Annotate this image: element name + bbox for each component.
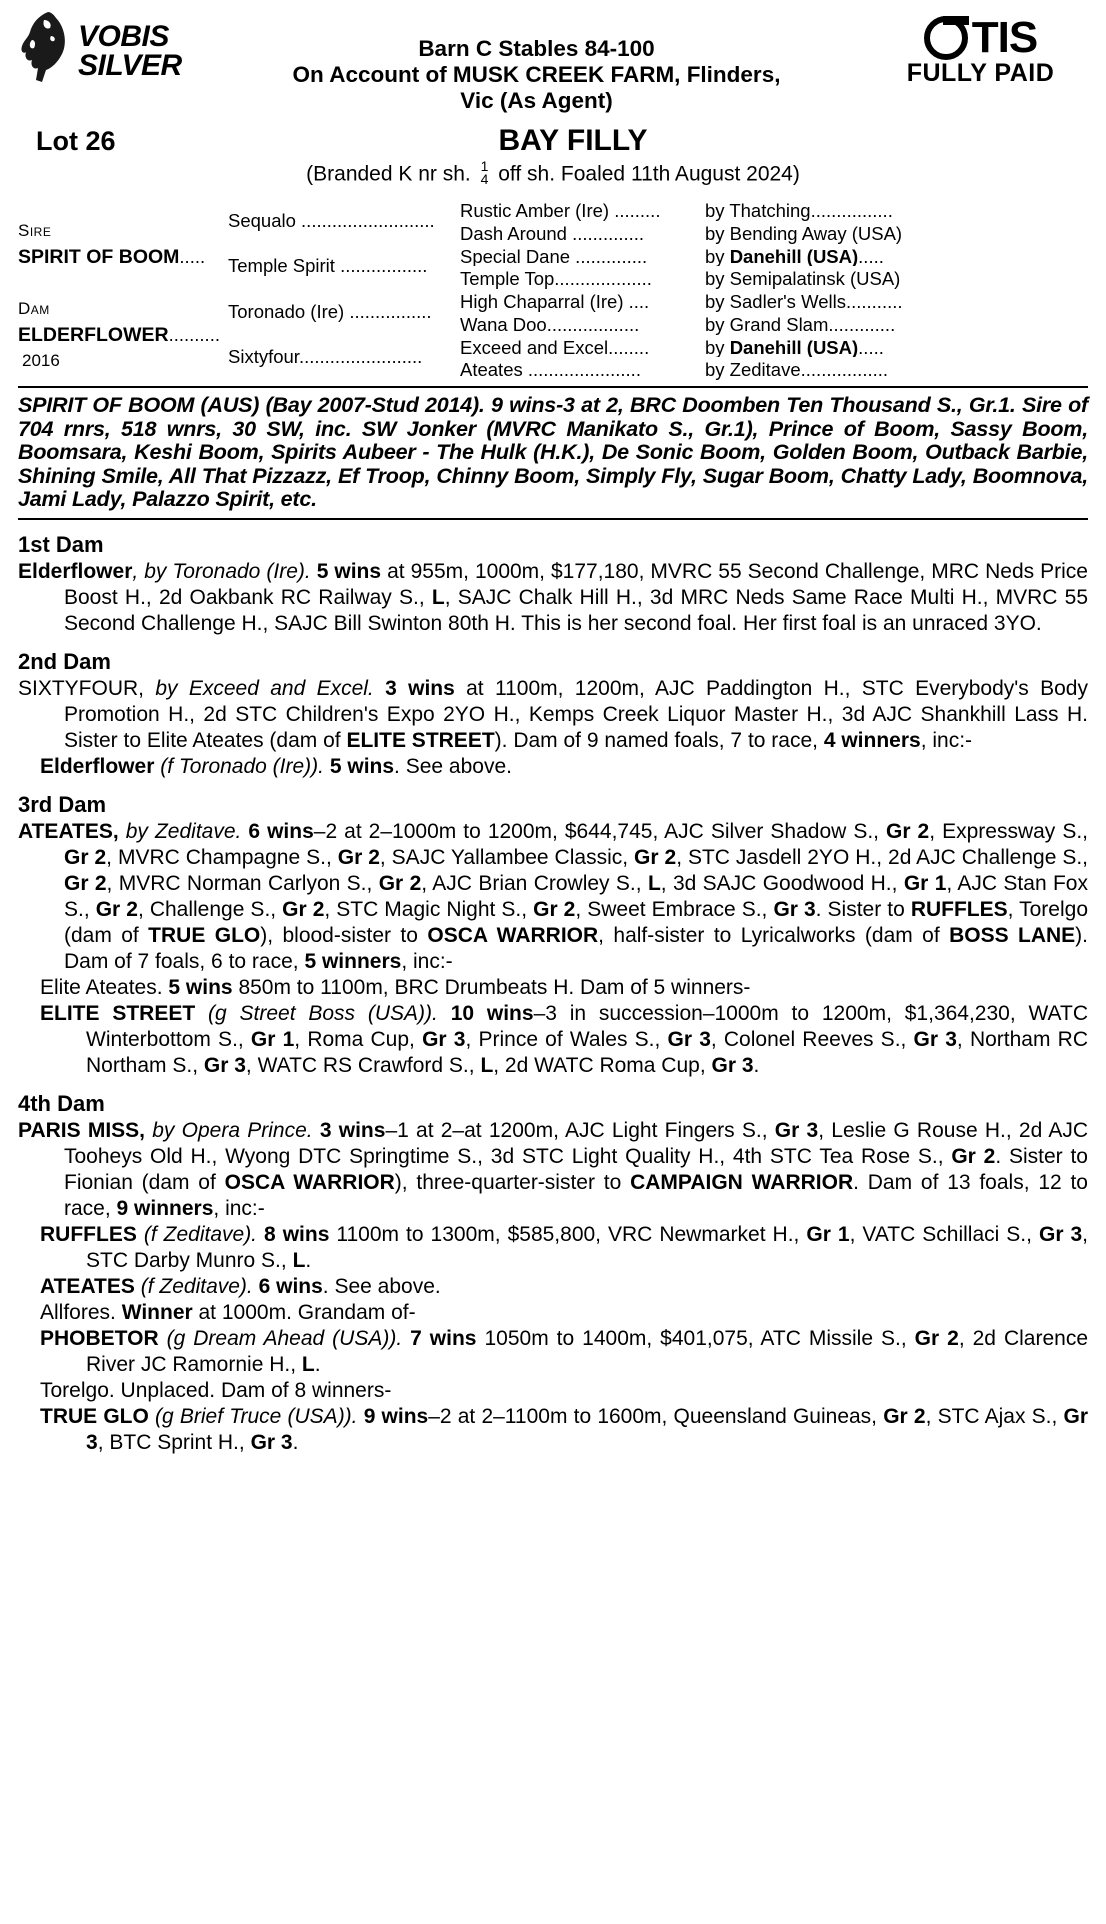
dam4-body: –1 at 2–at 1200m, AJC Light Fingers S., Gr 3, Leslie G Rouse H., 2d AJC Tooheys Old H., Wyong DTC Springtime S., 3d STC Light Quality H., 4th STC Tea Rose S., Gr 2. Sister to Fionian (dam of OSCA WARRIOR), three-quarter-sister to CAMPAIGN WARRIOR. Dam of 13 foals, 12 to race, 9 winners, inc:- [64, 1118, 1088, 1220]
heading-2nd-dam: 2nd Dam [18, 648, 111, 674]
ggp-row-8 [460, 357, 1088, 380]
lot-row [18, 124, 1088, 158]
ggp-5-right: by Sadler's Wells........... [705, 291, 903, 312]
pedigree-col-parents [18, 198, 228, 380]
ggp-3-left: Special Dane .............. [460, 245, 648, 267]
branded-suffix: off sh. Foaled 11th August 2024) [498, 162, 800, 186]
dam2-body2: ). Dam of 9 named foals, 7 to race, [494, 728, 824, 752]
dam4-paragraph [18, 1118, 1088, 1222]
dam4-sub5 [18, 1378, 1088, 1404]
dam-year: 2016 [22, 350, 60, 370]
account-line-2: Vic (As Agent) [460, 88, 613, 113]
otis-logo [873, 10, 1088, 87]
dam3-wins: 6 wins [248, 819, 314, 843]
dam-grandparents [228, 289, 460, 380]
dam4-sub4 [18, 1326, 1088, 1378]
heading-1st-dam: 1st Dam [18, 531, 104, 557]
ggp-1-right: by Thatching................ [705, 200, 893, 221]
otis-wordmark [873, 13, 1088, 62]
consignor-heading [200, 10, 873, 114]
dam1-paragraph [18, 559, 1088, 637]
dam-dots: .......... [168, 323, 220, 345]
dam2-name: SIXTYFOUR, [18, 676, 145, 700]
pedigree-table [18, 198, 1088, 380]
ggp-7-right: by [705, 336, 730, 358]
ggp-row-7 [460, 335, 1088, 358]
dam1-wins: 5 wins [316, 559, 382, 583]
sire-sire: Sequalo .......................... [228, 209, 435, 231]
dam3-sub1-name: Elite Ateates. [40, 975, 163, 999]
dam4-sub3-name: Allfores. [40, 1300, 116, 1324]
dam4-sub6-tail: –2 at 2–1100m to 1600m, Queensland Guineas, Gr 2, STC Ajax S., Gr 3, BTC Sprint H., Gr 3. [86, 1404, 1088, 1454]
ggp-7-tail: ..... [858, 336, 884, 358]
account-line: On Account of MUSK CREEK FARM, Flinders, [292, 62, 781, 87]
dam4-sub4-name: PHOBETOR [40, 1326, 159, 1350]
divider-bottom [18, 518, 1088, 520]
dam4-sub2 [18, 1274, 1088, 1300]
ggp-8-left: Ateates ...................... [460, 359, 641, 380]
branded-mid: nr sh. [418, 162, 471, 186]
ggp-3-tail: ..... [858, 245, 884, 267]
dam2-sub-wins: 5 wins [329, 754, 395, 778]
sire-dam: Temple Spirit ................. [228, 255, 428, 277]
dam4-sub1-wins: 8 wins [264, 1222, 330, 1246]
dam4-sub4-wins: 7 wins [410, 1326, 477, 1350]
dam4-sub1-name: RUFFLES [40, 1222, 137, 1246]
dam4-sub2-name: ATEATES [40, 1274, 135, 1298]
dam4-sub3-tail: at 1000m. Grandam of- [192, 1300, 416, 1324]
ggp-row-3 [460, 244, 1088, 267]
ggp-3-bold: Danehill (USA) [729, 245, 859, 267]
dam4-sub5-tail: Unplaced. Dam of 8 winners- [114, 1378, 392, 1402]
dam3-sub2-tail: –3 in succession–1000m to 1200m, $1,364,230, WATC Winterbottom S., Gr 1, Roma Cup, Gr 3, Prince of Wales S., Gr 3, Colonel Reeves S., Gr 3, Northam RC Northam S., Gr 3, WATC RS Crawford S., L, 2d WATC Roma Cup, Gr 3. [86, 1001, 1088, 1077]
branding-line [18, 158, 1088, 188]
dam-name: ELDERFLOWER [18, 323, 169, 346]
ggp-8-right: by Zeditave................. [705, 359, 889, 380]
dam2-sub-by: (f Toronado (Ire)). [154, 754, 330, 778]
sire-grandparents [228, 198, 460, 289]
dam1-body: at 955m, 1000m, $177,180, MVRC 55 Second Challenge, MRC Neds Price Boost H., 2d Oakbank RC Railway S., [64, 559, 1088, 609]
sire-name-row [18, 244, 228, 270]
vobis-silver-logo [18, 10, 200, 91]
dam4-sub3-winner: Winner [115, 1300, 193, 1324]
barn-line: Barn C Stables 84-100 [418, 36, 655, 61]
horse-head-icon [18, 10, 72, 91]
dam3-body: –2 at 2–1000m to 1200m, $644,745, AJC Silver Shadow S., [313, 819, 887, 843]
ggp-row-2 [460, 221, 1088, 244]
sire-name: SPIRIT OF BOOM [18, 245, 180, 268]
dam4-sub2-wins: 6 wins [258, 1274, 323, 1298]
ggp-row-1 [460, 198, 1088, 221]
vobis-line2: SILVER [78, 48, 182, 82]
dam4-sub5-name: Torelgo. [40, 1378, 115, 1402]
sire-label: Sire [18, 220, 52, 240]
otis-text: TIS [971, 13, 1038, 62]
dam4-by: by Opera Prince. [145, 1118, 320, 1142]
dam-dam: Sixtyfour........................ [228, 346, 423, 368]
dam2-body: at 1100m, 1200m, AJC Paddington H., STC Everybody's Body Promotion H., 2d STC Children's Expo 2YO H., Kemps Creek Liquor Master H., 3d AJC Shankhill Lass H. Sister to Elite Ateates (dam of [64, 676, 1088, 752]
branded-prefix: (Branded [306, 162, 393, 186]
dam3-sub2-by: (g Street Boss (USA)). [195, 1001, 451, 1025]
dam3-sub2-wins: 10 wins [450, 1001, 534, 1025]
dam4-sub4-by: (g Dream Ahead (USA)). [158, 1326, 411, 1350]
sire-block [18, 198, 228, 289]
dam2-sub-name: Elderflower [40, 754, 155, 778]
dam4-sub4-tail: 1050m to 1400m, $401,075, ATC Missile S., Gr 2, 2d Clarence River JC Ramornie H., L. [86, 1326, 1089, 1376]
dam4-sub1 [18, 1222, 1088, 1274]
pedigree-col-great-grandparents [460, 198, 1088, 380]
ggp-1-left: Rustic Amber (Ire) ......... [460, 200, 661, 221]
dam4-sub6-name: TRUE GLO [40, 1404, 149, 1428]
fraction-numerator: 1 [480, 158, 489, 174]
ggp-5-left: High Chaparral (Ire) .... [460, 291, 650, 312]
dam2-body3: , inc:- [920, 728, 973, 752]
dam3-sub1-tail: 850m to 1100m, BRC Drumbeats H. Dam of 5 winners- [232, 975, 751, 999]
ggp-3-right: by [705, 245, 730, 267]
dam1-by: , by Toronado (Ire). [132, 559, 317, 583]
ggp-2-right: by Bending Away (USA) [705, 222, 903, 244]
dam1-black-type: L [431, 585, 445, 609]
dam-name-row [18, 322, 228, 348]
dam1-body2: , SAJC Chalk Hill H., 3d MRC Neds Same Race Multi H., MVRC 55 Second Challenge H., SAJC Bill Swinton 80th H. This is her second foal. Her first foal is an unraced 3YO. [64, 585, 1089, 635]
divider-top [18, 386, 1088, 388]
heading-3rd-dam: 3rd Dam [18, 791, 107, 817]
dam4-sub1-by: (f Zeditave). [136, 1222, 265, 1246]
dam4-sub6-by: (g Brief Truce (USA)). [148, 1404, 364, 1428]
sire-dots: ..... [179, 245, 206, 267]
vobis-line1: VOBIS [78, 19, 169, 53]
dam4-sub1-tail: 1100m to 1300m, $585,800, VRC Newmarket H., Gr 1, VATC Schillaci S., Gr 3, STC Darby Munro S., L. [86, 1222, 1089, 1272]
dam-label: Dam [18, 298, 50, 318]
ggp-7-left: Exceed and Excel........ [460, 336, 650, 358]
colour-and-sex: BAY FILLY [498, 124, 648, 157]
dam3-sub1 [18, 975, 1088, 1001]
dam4-name: PARIS MISS, [18, 1118, 146, 1142]
dam2-sub-tail: . See above. [394, 754, 512, 778]
ggp-2-left: Dash Around .............. [460, 222, 645, 244]
dam4-sub2-by: (f Zeditave). [134, 1274, 259, 1298]
ggp-6-left: Wana Doo.................. [460, 313, 640, 335]
otis-fully-paid: FULLY PAID [906, 59, 1055, 87]
heading-4th-dam: 4th Dam [18, 1090, 105, 1116]
vobis-silver-wordmark [78, 19, 182, 82]
dam4-sub3 [18, 1300, 1088, 1326]
dam2-paragraph [18, 676, 1088, 754]
ggp-row-6 [460, 312, 1088, 335]
dam3-sub2 [18, 1001, 1088, 1079]
page-header [18, 10, 1088, 128]
lot-number: Lot 26 [36, 126, 116, 156]
dam3-sub2-name: ELITE STREET [40, 1001, 196, 1025]
dam2-wins: 3 wins [385, 676, 455, 700]
dam-sire: Toronado (Ire) ................ [228, 300, 432, 322]
dam2-winners: 4 winners [823, 728, 921, 752]
dam-block [18, 289, 228, 380]
sire-summary-paragraph: SPIRIT OF BOOM (AUS) (Bay 2007-Stud 2014). 9 wins-3 at 2, BRC Doomben Ten Thousand S., Gr.1. Sire of 704 rnrs, 518 wnrs, 30 SW, inc. SW Jonker (MVRC Manikato S., Gr.1), Prince of Boom, Sassy Boom, Boomsara, Keshi Boom, Spirits Aubeer - The Hulk (H.K.), De Sonic Boom, Golden Boom, Outback Barbie, Shining Smile, All That Pizzazz, Ef Troop, Chinny Boom, Simply Fly, Sugar Boom, Chatty Lady, Boomnova, Jami Lady, Palazzo Spirit, etc. [18, 393, 1088, 511]
pedigree-col-grandparents [228, 198, 460, 380]
dam4-sub6-wins: 9 wins [363, 1404, 429, 1428]
dam4-wins: 3 wins [319, 1118, 386, 1142]
dam4-sub2-tail: . See above. [322, 1274, 441, 1298]
brand-symbol: K [398, 162, 413, 186]
fraction-denominator: 4 [480, 171, 489, 187]
dam3-sub1-wins: 5 wins [162, 975, 233, 999]
ggp-4-right: by Semipalatinsk (USA) [705, 268, 901, 289]
dam2-elite: ELITE STREET [346, 728, 495, 752]
dam2-by: by Exceed and Excel. [144, 676, 386, 700]
ggp-7-bold: Danehill (USA) [729, 336, 859, 358]
dam4-sub6 [18, 1404, 1088, 1456]
ggp-6-right: by Grand Slam............. [705, 313, 896, 335]
ggp-row-5 [460, 289, 1088, 312]
ggp-row-4 [460, 266, 1088, 289]
dam3-name: ATEATES, [18, 819, 119, 843]
dam2-sub-elderflower [18, 754, 1088, 780]
brand-fraction [481, 160, 489, 186]
ggp-4-left: Temple Top................... [460, 268, 652, 289]
dam3-body-rich: Gr 2, Expressway S., Gr 2, MVRC Champagne S., Gr 2, SAJC Yallambee Classic, Gr 2, STC Jasdell 2YO H., 2d AJC Challenge S., Gr 2, MVRC Norman Carlyon S., Gr 2, AJC Brian Crowley S., L, 3d SAJC Goodwood H., Gr 1, AJC Stan Fox S., Gr 2, Challenge S., Gr 2, STC Magic Night S., Gr 2, Sweet Embrace S., Gr 3. Sister to RUFFLES, Torelgo (dam of TRUE GLO), blood-sister to OSCA WARRIOR, half-sister to Lyricalworks (dam of BOSS LANE). Dam of 7 foals, 6 to race, 5 winners, inc:- [64, 819, 1089, 973]
dam3-paragraph [18, 819, 1088, 975]
dam1-name: Elderflower [18, 559, 133, 583]
dam3-by: by Zeditave. [118, 819, 249, 843]
